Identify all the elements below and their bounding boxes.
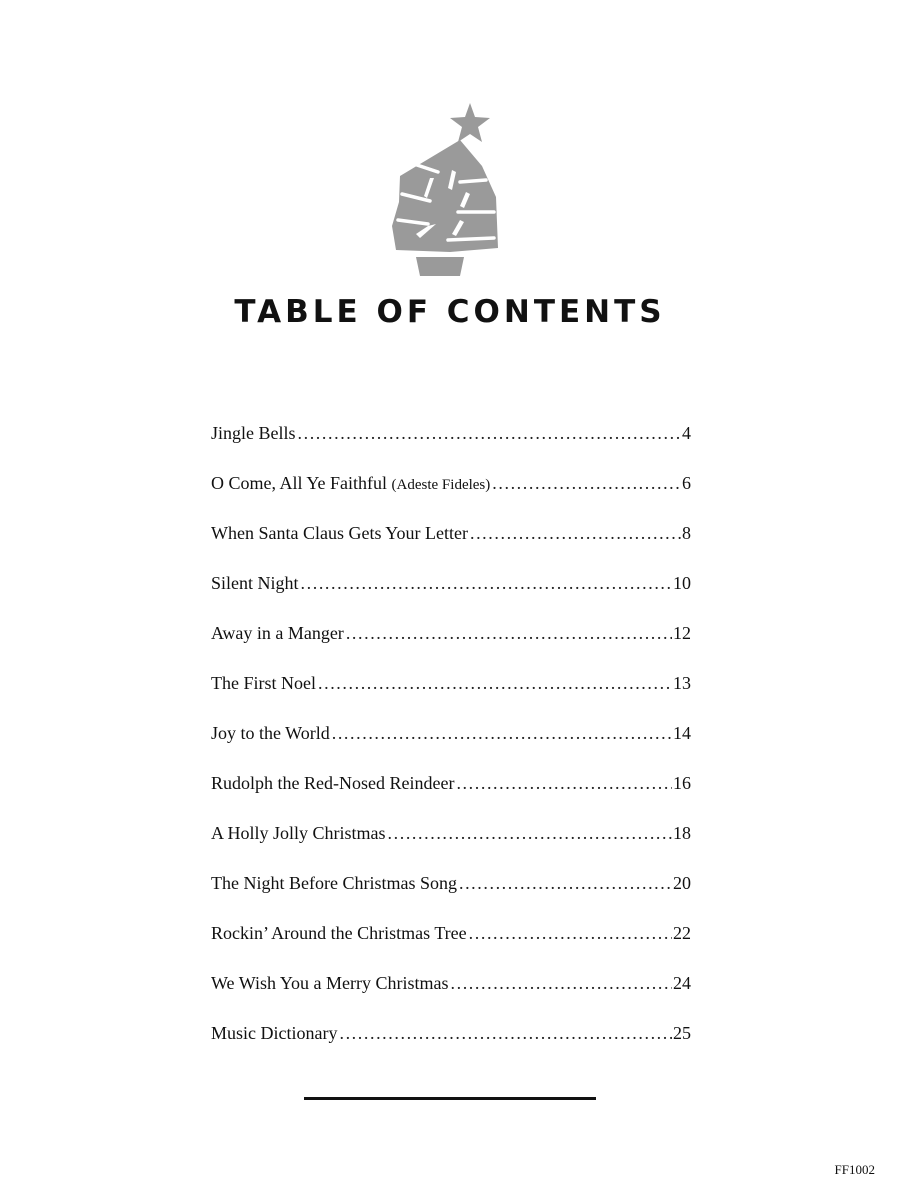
dot-leader — [469, 918, 672, 948]
toc-entry-page: 10 — [673, 573, 691, 593]
dot-leader — [459, 868, 672, 898]
toc-entry-title — [211, 418, 296, 450]
dot-leader — [456, 768, 672, 798]
toc-entry-main-title: The First Noel — [211, 673, 316, 693]
toc-entry[interactable] — [211, 918, 691, 968]
toc-entry-main-title: Rudolph the Red-Nosed Reindeer — [211, 773, 455, 793]
dot-leader — [318, 668, 672, 698]
toc-entry-page: 13 — [673, 673, 691, 693]
toc-entry-main-title: A Holly Jolly Christmas — [211, 823, 386, 843]
dot-leader — [332, 718, 672, 748]
toc-entry-main-title: Away in a Manger — [211, 623, 344, 643]
toc-entry[interactable] — [211, 968, 691, 1018]
toc-entry-title — [211, 618, 344, 650]
toc-entry[interactable] — [211, 868, 691, 918]
dot-leader — [451, 968, 673, 998]
toc-entry-page: 25 — [673, 1023, 691, 1043]
toc-entry-page: 6 — [682, 473, 691, 493]
toc-entry[interactable] — [211, 618, 691, 668]
dot-leader — [339, 1018, 672, 1048]
toc-entry-title — [211, 968, 449, 1000]
toc-entry-main-title: O Come, All Ye Faithful — [211, 473, 392, 493]
toc-entry[interactable] — [211, 1018, 691, 1068]
divider — [304, 1097, 596, 1100]
toc-entry-subtitle: (Adeste Fideles) — [391, 477, 491, 493]
toc-entry-main-title: The Night Before Christmas Song — [211, 873, 457, 893]
toc-entry[interactable] — [211, 818, 691, 868]
toc-entry-page: 24 — [673, 973, 691, 993]
dot-leader — [298, 418, 682, 448]
toc-entry-page: 12 — [673, 623, 691, 643]
dot-leader — [492, 468, 681, 498]
toc-entry[interactable] — [211, 568, 691, 618]
toc-entry-title — [211, 818, 386, 850]
toc-entry-page: 8 — [682, 523, 691, 543]
toc-entry[interactable] — [211, 768, 691, 818]
christmas-tree-icon — [390, 100, 502, 278]
toc-entry-title — [211, 1018, 337, 1050]
toc-entry-main-title: We Wish You a Merry Christmas — [211, 973, 449, 993]
toc-entry-page: 22 — [673, 923, 691, 943]
table-of-contents — [211, 418, 691, 1068]
toc-entry-title — [211, 768, 454, 800]
toc-entry[interactable] — [211, 418, 691, 468]
toc-entry[interactable] — [211, 668, 691, 718]
toc-entry-page: 14 — [673, 723, 691, 743]
toc-entry-main-title: Joy to the World — [211, 723, 330, 743]
dot-leader — [346, 618, 672, 648]
toc-entry-title — [211, 918, 467, 950]
catalog-code: FF1002 — [834, 1162, 875, 1177]
toc-entry[interactable] — [211, 468, 691, 518]
star-icon — [450, 103, 490, 142]
dot-leader — [301, 568, 672, 598]
toc-entry-main-title: Jingle Bells — [211, 423, 296, 443]
toc-entry-main-title: Silent Night — [211, 573, 299, 593]
toc-entry-main-title: Music Dictionary — [211, 1023, 338, 1043]
toc-entry-title — [211, 668, 316, 700]
toc-entry-main-title: When Santa Claus Gets Your Letter — [211, 523, 468, 543]
toc-entry-title — [211, 518, 468, 550]
toc-entry-title — [211, 868, 457, 900]
toc-entry-page: 16 — [673, 773, 691, 793]
toc-entry-page: 20 — [673, 873, 691, 893]
toc-entry[interactable] — [211, 518, 691, 568]
toc-entry[interactable] — [211, 718, 691, 768]
toc-entry-main-title: Rockin’ Around the Christmas Tree — [211, 923, 467, 943]
dot-leader — [470, 518, 681, 548]
toc-entry-title — [211, 568, 299, 600]
page-title: TABLE OF CONTENTS — [234, 294, 666, 330]
toc-entry-title — [211, 718, 330, 750]
tree-trunk — [416, 257, 464, 276]
dot-leader — [388, 818, 672, 848]
toc-entry-title — [211, 468, 490, 500]
toc-entry-page: 18 — [673, 823, 691, 843]
toc-entry-page: 4 — [682, 423, 691, 443]
